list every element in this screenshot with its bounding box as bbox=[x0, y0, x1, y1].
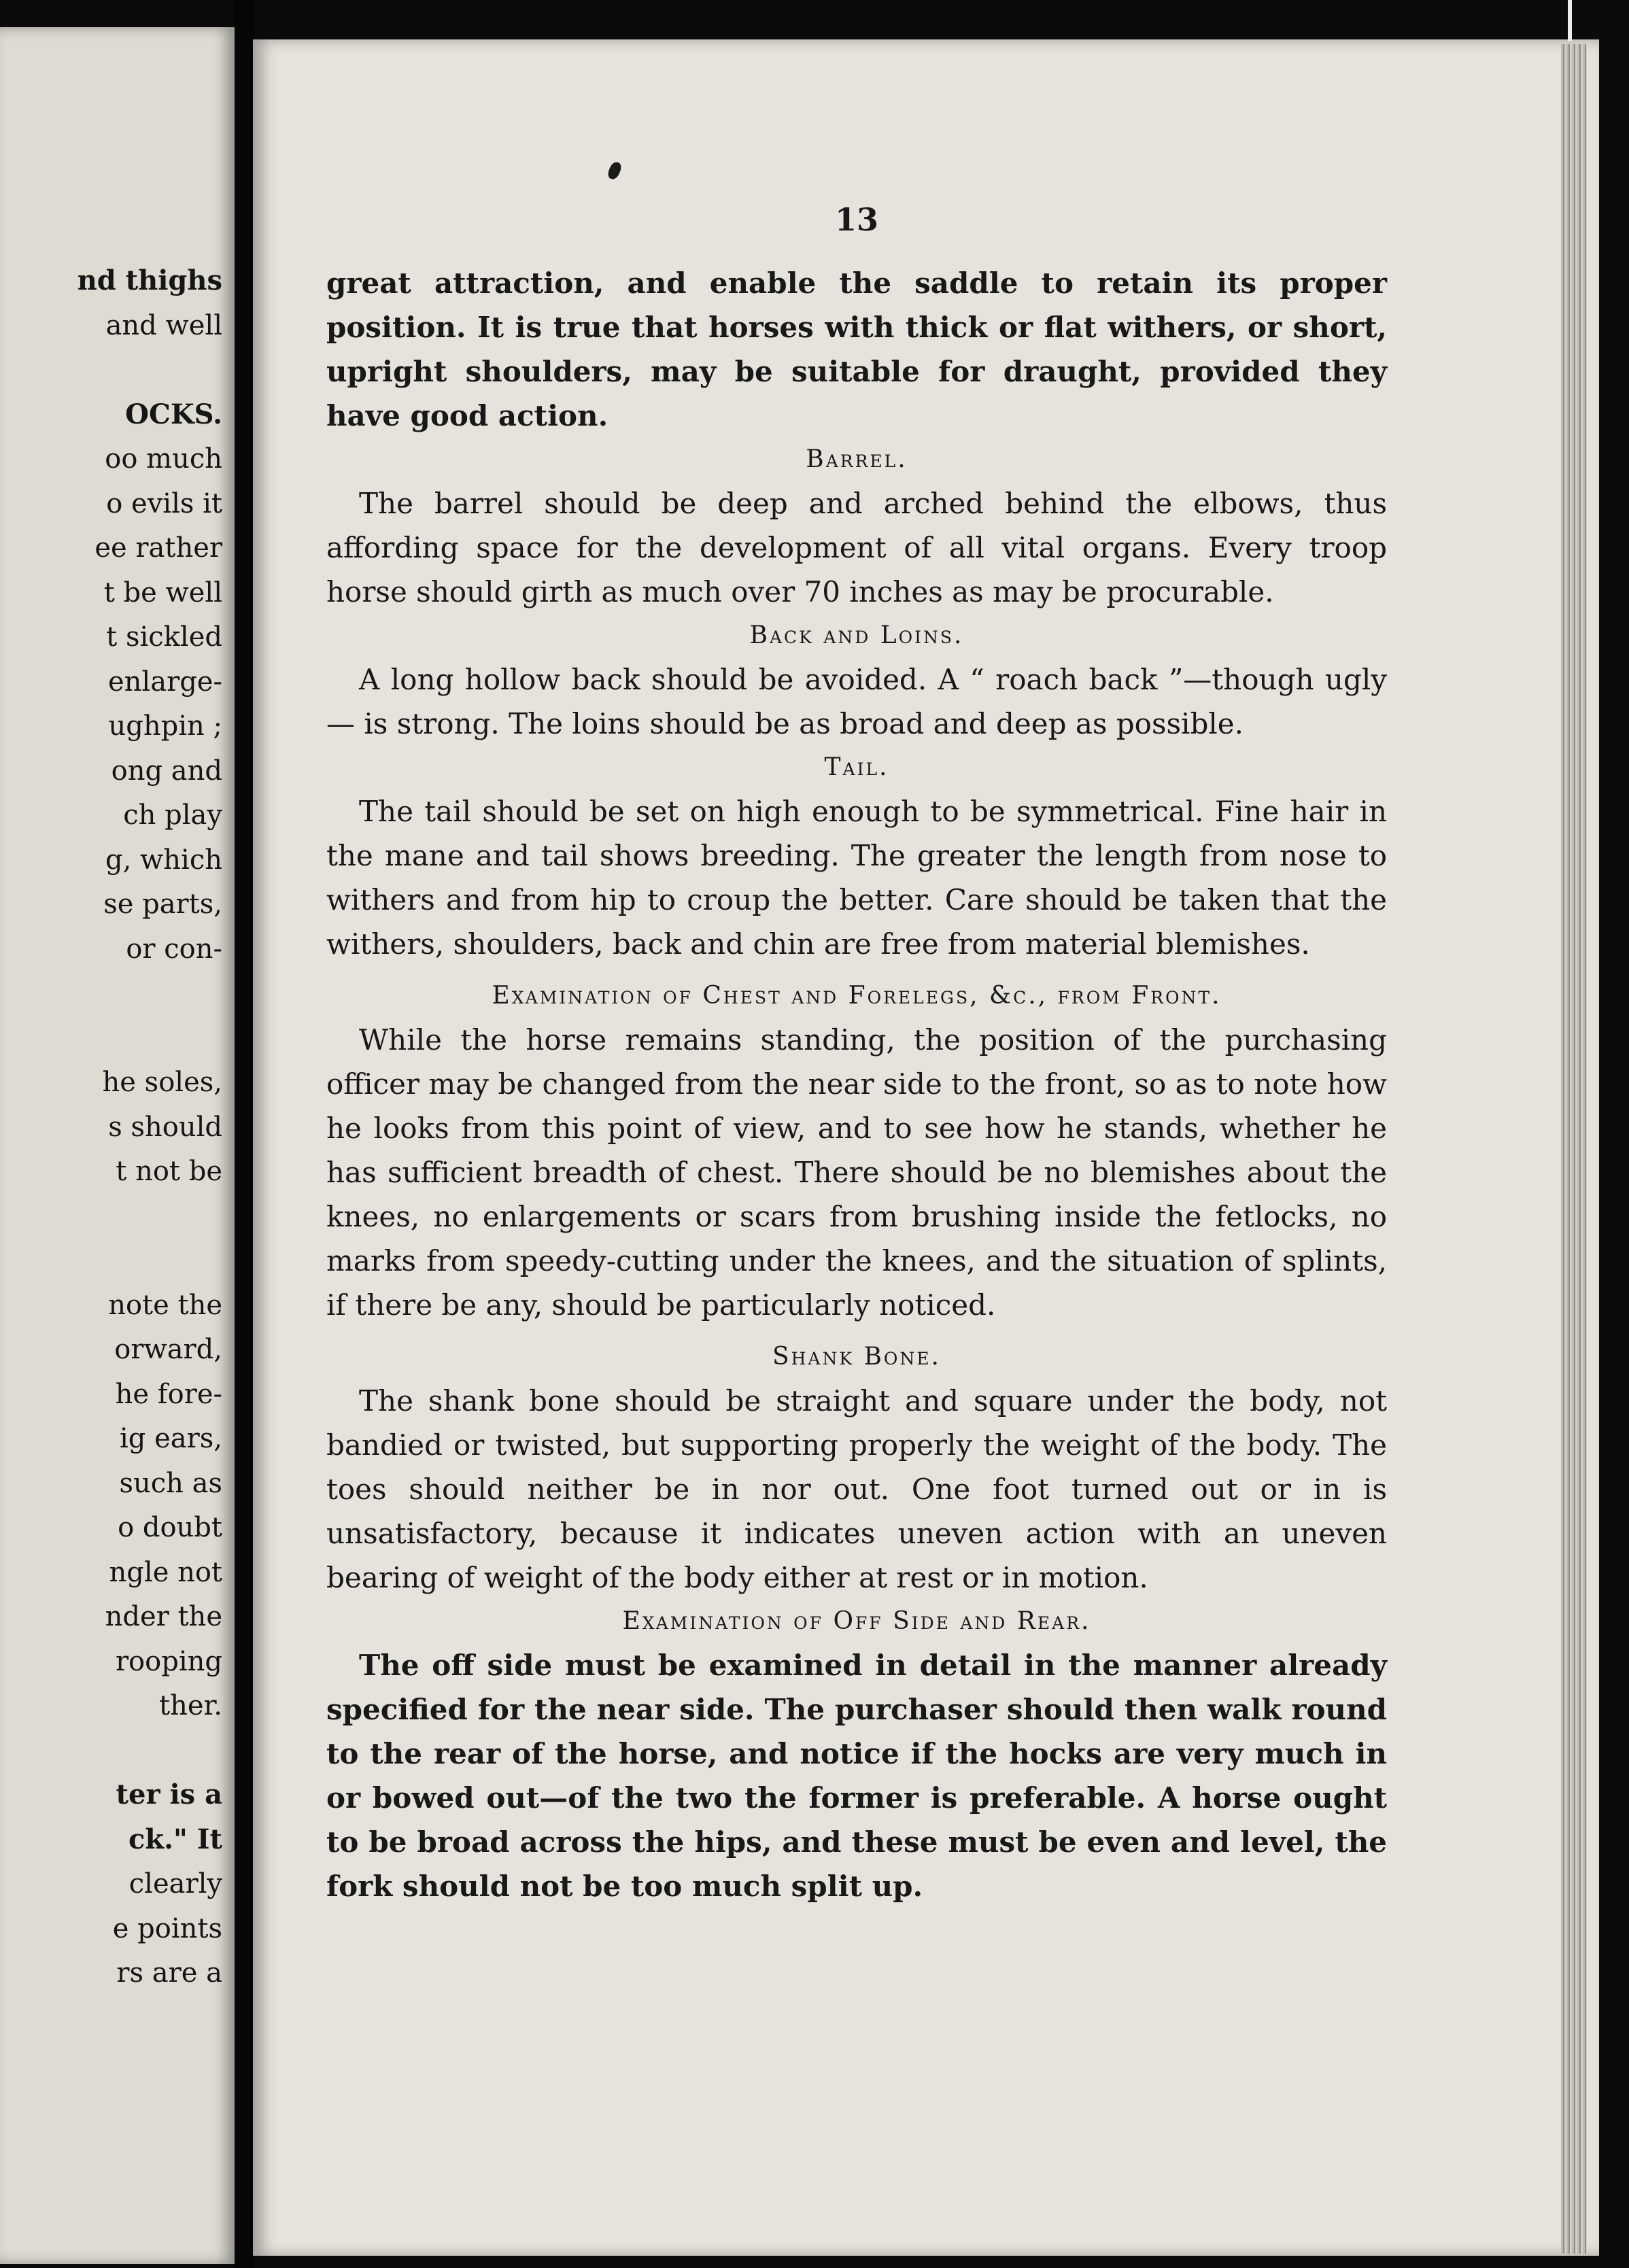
section-barrel bbox=[326, 438, 1387, 614]
left-page-line: he fore- bbox=[115, 1378, 222, 1410]
left-page-line: t sickled bbox=[106, 621, 222, 653]
left-page-line: orward, bbox=[114, 1334, 222, 1365]
left-page-line: ter is a bbox=[116, 1779, 222, 1810]
left-page-line: rooping bbox=[115, 1645, 222, 1677]
left-page-line: ong and bbox=[111, 755, 222, 787]
left-page-line: s should bbox=[108, 1111, 222, 1143]
left-page-line: enlarge- bbox=[108, 666, 222, 698]
left-page-line: ngle not bbox=[109, 1556, 222, 1588]
left-facing-page bbox=[0, 27, 235, 2264]
section-heading: Tail. bbox=[824, 753, 889, 781]
left-page-line: ck." It bbox=[128, 1823, 222, 1855]
left-page-line: o evils it bbox=[106, 487, 222, 519]
section-tail bbox=[326, 746, 1387, 966]
left-page-line: se parts, bbox=[103, 889, 222, 920]
left-page-line: or con- bbox=[126, 933, 222, 965]
left-page-line: OCKS. bbox=[125, 398, 222, 430]
section-shank-bone bbox=[326, 1335, 1387, 1600]
section-body: The shank bone should be straight and square under the body, not bandied or twisted, but supporting properly the weight of the body. The toes should neither be in nor out. One foot turned out or in is unsatisfactory, because it indicates uneven action with an uneven bearing of weight of the body either at rest or in motion. bbox=[326, 1384, 1387, 1594]
left-page-line: rs are a bbox=[116, 1957, 222, 1989]
section-heading: Back and Loins. bbox=[749, 621, 964, 649]
section-body: The off side must be examined in detail in the manner already specified for the near side. The purchaser should then walk round to the rear of the horse, and notice if the hocks are very much in or bowed out—of the two the former is preferable. A horse ought to be broad across the hips, and these must be even and level, the fork should not be too much split up. bbox=[326, 1649, 1387, 1903]
left-page-line: clearly bbox=[128, 1868, 222, 1900]
section-off-side-and-rear bbox=[326, 1600, 1387, 1908]
scan-corner-mark bbox=[1568, 0, 1572, 41]
left-page-line: nder the bbox=[105, 1601, 222, 1632]
left-page-line: note the bbox=[108, 1289, 222, 1321]
left-page-line: and well bbox=[105, 309, 222, 341]
left-page-line: he soles, bbox=[102, 1067, 222, 1098]
page-text-column bbox=[326, 201, 1387, 1908]
section-back-and-loins bbox=[326, 614, 1387, 746]
section-body: The barrel should be deep and arched behind the elbows, thus affording space for the development of all vital organs. Every troop horse should girth as much over 70 inches as may be procurable. bbox=[326, 487, 1387, 608]
left-page-line: nd thighs bbox=[77, 264, 222, 296]
section-body: While the horse remains standing, the position of the purchasing officer may be changed from the near side to the front, so as to note how he looks from this point of view, and to see how he stands, whether he has sufficient breadth of chest. There should be no blemishes about the knees, no enlargements or scars from brushing inside the fetlocks, no marks from speedy-cutting under the knees, and the situation of splints, if there be any, should be particularly noticed. bbox=[326, 1023, 1387, 1322]
left-page-line: o doubt bbox=[118, 1512, 222, 1543]
section-body: The tail should be set on high enough to be symmetrical. Fine hair in the mane and tail shows breeding. The greater the length from nose to withers and from hip to croup the better. Care should be taken that the withers, shoulders, back and chin are free from material blemishes. bbox=[326, 795, 1387, 961]
section-heading: Shank Bone. bbox=[772, 1343, 942, 1371]
left-page-line: ther. bbox=[159, 1690, 222, 1721]
left-page-line: ughpin ; bbox=[108, 710, 222, 742]
section-heading: Examination of Chest and Forelegs, &c., from Front. bbox=[492, 982, 1222, 1010]
left-page-line: ch play bbox=[123, 800, 222, 831]
left-page-line: oo much bbox=[105, 443, 222, 475]
page-number: 13 bbox=[834, 201, 878, 238]
book-gutter bbox=[235, 0, 255, 2268]
left-page-line: g, which bbox=[105, 844, 222, 876]
left-page-line: e points bbox=[112, 1912, 222, 1944]
section-body: A long hollow back should be avoided. A “ roach back ”—though ugly— is strong. The loins should be as broad and deep as possible. bbox=[326, 663, 1387, 740]
intro-paragraph: great attraction, and enable the saddle to retain its proper position. It is true that horses with thick or flat withers, or short, upright shoulders, may be suitable for draught, provided they have good action. bbox=[326, 267, 1387, 432]
scan-border bbox=[1606, 0, 1629, 2268]
left-page-line: ee rather bbox=[95, 532, 222, 564]
left-page-line: ig ears, bbox=[120, 1423, 222, 1454]
left-page-line: such as bbox=[119, 1467, 222, 1499]
left-page-line: t be well bbox=[103, 577, 222, 608]
page-edges bbox=[1561, 44, 1587, 2254]
section-chest-and-forelegs bbox=[326, 974, 1387, 1327]
left-page-line: t not be bbox=[116, 1156, 222, 1187]
section-heading: Barrel. bbox=[806, 445, 908, 473]
section-heading: Examination of Off Side and Rear. bbox=[622, 1607, 1091, 1635]
